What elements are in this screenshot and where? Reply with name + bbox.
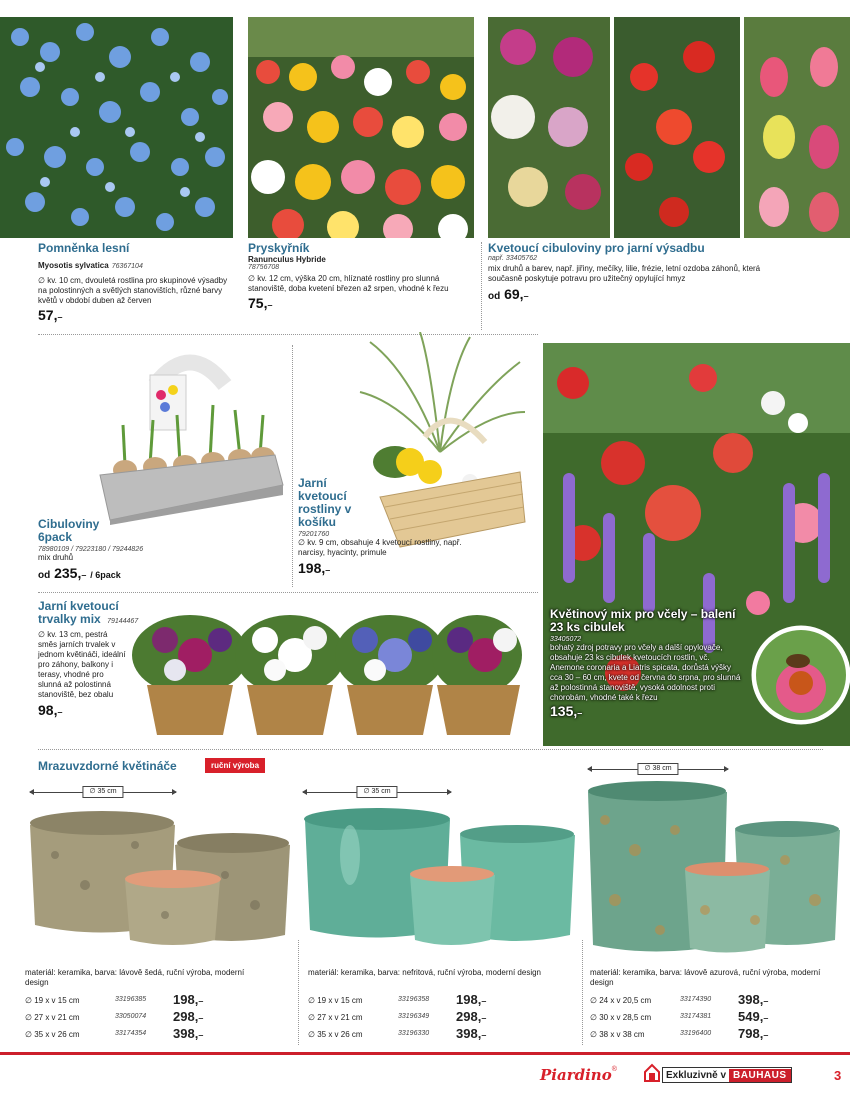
price-value: 198,: [173, 992, 199, 1007]
price-value: 198,: [456, 992, 482, 1007]
product-title: Pryskyřník: [248, 241, 310, 255]
size-price-table: [590, 992, 830, 1043]
size-cell: ∅ 35 x v 26 cm: [25, 1030, 80, 1039]
product-price: 198,–: [298, 560, 331, 576]
price-value: 298,: [173, 1009, 199, 1024]
product-forget-me-not: [38, 242, 238, 325]
table-row: [25, 1026, 265, 1043]
table-row: [308, 992, 548, 1009]
jade-pots-photo: [300, 805, 580, 955]
dimension-indicator: [30, 786, 176, 798]
size-cell: ∅ 35 x v 26 cm: [308, 1030, 363, 1039]
divider: [481, 242, 482, 330]
product-description: ∅ kv. 10 cm, dvouletá rostlina pro skupinové výsadby na polostinných a světlých stanovištích, různé barvy květů v období duben až červen: [38, 276, 228, 305]
price-value: 298,: [456, 1009, 482, 1024]
code-cell: 33196349: [398, 1013, 430, 1020]
dimension-label: ∅ 35 cm: [356, 786, 397, 798]
lily-photo: [614, 17, 740, 238]
azure-pots-photo: [585, 780, 850, 958]
product-code: 78980109 / 79223180 / 79244826: [38, 546, 144, 553]
product-price: 57,–: [38, 307, 63, 323]
product-bee-mix: [550, 608, 750, 719]
material-text: materiál: keramika, barva: lávově šedá, ruční výroba, moderní design: [25, 968, 245, 987]
dahlia-photo: [488, 17, 610, 238]
exclusive-banner: [662, 1067, 792, 1083]
divider: [38, 592, 538, 593]
product-description: ∅ kv. 13 cm, pestrá směs jarních trvalek v jednom květináči, ideální pro záhony, balkony i terasy, vhodné pro slunná až polostinná stanoviště, bez obalu: [38, 630, 126, 699]
product-price: 135,–: [550, 703, 583, 719]
price-value: 398,: [456, 1026, 482, 1041]
divider: [38, 749, 823, 750]
price-value: 98,: [38, 702, 58, 718]
code-cell: 33174390: [680, 996, 712, 1003]
dimension-label: ∅ 35 cm: [82, 786, 123, 798]
price-cell: 398,–: [456, 1026, 487, 1041]
price-value: 198,: [298, 560, 326, 576]
size-cell: ∅ 24 x v 20,5 cm: [590, 996, 652, 1005]
size-cell: ∅ 19 x v 15 cm: [308, 996, 363, 1005]
size-cell: ∅ 30 x v 28,5 cm: [590, 1013, 652, 1022]
product-description: mix druhů: [38, 553, 74, 562]
table-row: [590, 992, 830, 1009]
product-spring-bulbs: [488, 242, 788, 305]
size-price-table: [308, 992, 548, 1043]
pansies-baskets-photo: [125, 600, 525, 740]
pots-section-title: Mrazuvzdorné květináče: [38, 759, 177, 773]
product-description: ∅ kv. 12 cm, výška 20 cm, hlíznaté rostliny pro slunná stanoviště, doba kvetení březen až srpen, vhodné k řezu: [248, 274, 449, 293]
brand-name: Piardino: [540, 1066, 612, 1084]
price-value: 135,: [550, 703, 578, 719]
product-bulbs-6pack: [38, 518, 198, 584]
price-prefix: od: [488, 291, 501, 302]
product-price: 98,–: [38, 702, 63, 718]
product-code: 33405072: [550, 636, 582, 643]
price-value: 549,: [738, 1009, 764, 1024]
table-row: [308, 1009, 548, 1026]
material-text: materiál: keramika, barva: nefritová, ruční výroba, moderní design: [308, 968, 541, 977]
product-ranunculus: [248, 242, 473, 313]
price-value: 398,: [738, 992, 764, 1007]
grey-pots-photo: [25, 805, 295, 950]
title-text: Jarní kvetoucí trvalky mix: [38, 599, 119, 626]
size-cell: ∅ 27 x v 21 cm: [25, 1013, 80, 1022]
price-value: 798,: [738, 1026, 764, 1041]
dimension-indicator: [588, 763, 728, 775]
product-code: 76367104: [111, 263, 143, 270]
size-price-table: [25, 992, 265, 1043]
product-price: od 69,–: [488, 286, 529, 302]
footer-red-line: [0, 1052, 850, 1055]
product-code: 78756708: [248, 264, 280, 271]
price-value: 57,: [38, 307, 58, 323]
product-description: mix druhů a barev, např. jiřiny, mečíky, lilie, frézie, letní ozdoba záhonů, která současně poskytuje potravu pro užitečný opylující hmyz: [488, 264, 761, 283]
code-cell: 33174381: [680, 1013, 712, 1020]
product-title: Kvetoucí cibuloviny pro jarní výsadbu: [488, 241, 705, 255]
price-value: 235,: [54, 565, 82, 581]
store-logo: BAUHAUS: [729, 1069, 791, 1082]
dimension-indicator: [303, 786, 451, 798]
divider: [292, 345, 293, 587]
code-cell: 33196385: [115, 996, 147, 1003]
price-cell: 398,–: [738, 992, 769, 1007]
ranunculus-photo: [248, 17, 474, 238]
house-icon: [643, 1063, 661, 1083]
product-description: ∅ kv. 9 cm, obsahuje 4 kvetoucí rostliny, např. narcisy, hyacinty, primule: [298, 538, 462, 557]
latin-name: Myosotis sylvatica: [38, 261, 109, 270]
table-row: [25, 992, 265, 1009]
price-value: 69,: [504, 286, 524, 302]
price-cell: 198,–: [173, 992, 204, 1007]
product-code: 79201760: [298, 531, 330, 538]
price-cell: 549,–: [738, 1009, 769, 1024]
bulbs-6pack-photo: [95, 345, 285, 525]
price-cell: 398,–: [173, 1026, 204, 1041]
product-title: Cibuloviny 6pack: [38, 517, 100, 544]
table-row: [25, 1009, 265, 1026]
code-cell: 33196358: [398, 996, 430, 1003]
price-cell: 198,–: [456, 992, 487, 1007]
price-value: 398,: [173, 1026, 199, 1041]
size-cell: ∅ 19 x v 15 cm: [25, 996, 80, 1005]
handmade-badge: ruční výroba: [205, 758, 265, 773]
price-value: 75,: [248, 295, 268, 311]
size-cell: ∅ 38 x v 38 cm: [590, 1030, 645, 1039]
piardino-logo: Piardino®: [540, 1066, 617, 1084]
price-suffix: / 6pack: [90, 570, 121, 580]
product-code: 79144467: [107, 618, 139, 625]
product-code: např. 33405762: [488, 255, 538, 262]
forget-me-not-photo: [0, 17, 233, 238]
price-cell: 798,–: [738, 1026, 769, 1041]
material-text: materiál: keramika, barva: lávově azurová, ruční výroba, moderní design: [590, 968, 821, 987]
table-row: [590, 1026, 830, 1043]
product-description: bohatý zdroj potravy pro včely a další opylovače, obsahuje 23 ks cibulek kvetoucích rostlin, vč. Anemone coronaria a Liatris spicata, dorůstá výšky cca 30 – 60 cm, kvete od června do srpna, pro slunná až polostinná stanoviště, vysoká odolnost proti chorobám, vhodné také k řezu: [550, 643, 741, 702]
latin-name: Ranunculus Hybride: [248, 255, 326, 264]
product-title: Pomněnka lesní: [38, 241, 130, 255]
price-cell: 298,–: [173, 1009, 204, 1024]
code-cell: 33196330: [398, 1030, 430, 1037]
price-prefix: od: [38, 570, 51, 581]
code-cell: 33050074: [115, 1013, 147, 1020]
product-price: 75,–: [248, 295, 273, 311]
product-title: Květinový mix pro včely – balení 23 ks cibulek: [550, 607, 736, 634]
price-cell: 298,–: [456, 1009, 487, 1024]
table-row: [308, 1026, 548, 1043]
product-basket: [298, 477, 498, 578]
divider: [582, 940, 583, 1045]
product-title: Jarní kvetoucí rostliny v košíku: [298, 476, 352, 529]
page-number: 3: [834, 1068, 842, 1083]
code-cell: 33196400: [680, 1030, 712, 1037]
table-row: [590, 1009, 830, 1026]
size-cell: ∅ 27 x v 21 cm: [308, 1013, 363, 1022]
divider: [298, 940, 299, 1045]
exclusive-label: Exkluzivně v: [666, 1069, 727, 1081]
dimension-label: ∅ 38 cm: [637, 763, 678, 775]
gladiolus-photo: [744, 17, 850, 238]
product-price: od 235,– / 6pack: [38, 565, 121, 581]
code-cell: 33174354: [115, 1030, 147, 1037]
